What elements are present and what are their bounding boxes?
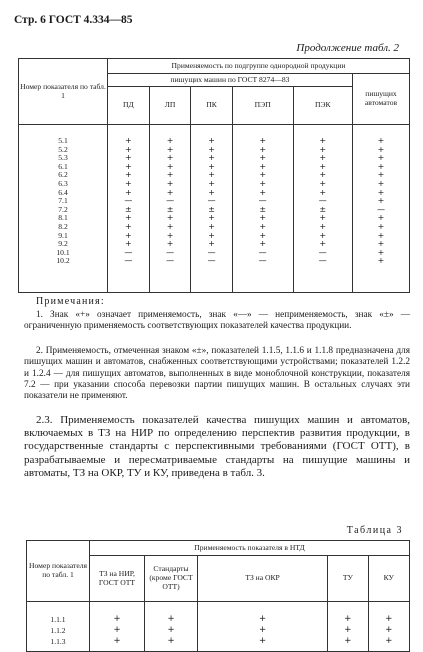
table-2 <box>18 58 410 293</box>
t2-marks-pep <box>232 125 293 293</box>
t2-marks-lp <box>149 125 191 293</box>
applicability-mark: — <box>377 204 385 214</box>
applicability-mark: + <box>208 187 215 197</box>
row-label: 6.3 <box>58 178 68 188</box>
applicability-mark: — <box>166 247 175 257</box>
applicability-mark: + <box>167 636 175 646</box>
row-label: 6.4 <box>58 187 68 197</box>
applicability-mark: + <box>125 213 132 223</box>
applicability-mark: + <box>319 170 327 180</box>
applicability-mark: + <box>258 614 267 624</box>
t2-col-pk: ПК <box>191 87 232 125</box>
applicability-mark: + <box>113 636 121 646</box>
note-2: 2. Применяемость, отмеченная знаком «±», показателей 1.1.5, 1.1.6 и 1.1.8 предназначена для пишущих машин и автоматов, снабженных соответствующими устройствами; показателей 1.2.2 и 1.2.4 — для пишущих автоматов, выполненных в виде моноблочной конструкции, показателя 7.2 — при указании способа перевозки партии пишущих машин. В остальных случаях эти показатели не применяют. <box>24 346 410 402</box>
applicability-mark: + <box>377 161 385 171</box>
applicability-mark: + <box>259 144 267 154</box>
notes-title: Примечания: <box>36 296 105 307</box>
applicability-mark: — <box>124 256 133 266</box>
t2-marks-pd <box>108 125 150 293</box>
row-label: 5.3 <box>58 153 68 163</box>
applicability-mark: + <box>166 213 174 223</box>
paragraph-2-3: 2.3. Применяемость показателей качества пишущих машин и автоматов, включаемых в ТЗ на НИР по определению перспектив развития продукции, в государственные стандарты с перспективными требованиями (ГОСТ ОТТ), в разрабатываемые и пересматриваемые стандарты на пишущие машины и автоматы, ТЗ на ОКР, ТУ и КУ, приведена в табл. 3. <box>24 414 410 479</box>
row-label: 1.1.1 <box>50 615 66 624</box>
row-label: 6.1 <box>58 161 68 171</box>
applicability-mark: + <box>344 625 352 635</box>
applicability-mark: + <box>377 170 385 180</box>
applicability-mark: + <box>166 136 174 145</box>
row-label: 10.1 <box>56 247 70 257</box>
applicability-mark: + <box>259 153 267 163</box>
applicability-mark: + <box>377 230 385 240</box>
applicability-mark: + <box>319 221 327 231</box>
applicability-mark: + <box>208 178 215 188</box>
t2-row-labels <box>19 125 108 293</box>
applicability-mark: + <box>385 625 393 635</box>
applicability-mark: + <box>113 625 121 635</box>
applicability-mark: + <box>167 625 175 635</box>
applicability-mark: + <box>319 136 327 145</box>
applicability-mark: + <box>259 221 267 231</box>
applicability-mark: — <box>124 247 133 257</box>
applicability-mark: + <box>344 614 352 624</box>
applicability-mark: + <box>259 213 267 223</box>
applicability-mark: + <box>377 239 385 249</box>
applicability-mark: ± <box>319 204 327 214</box>
applicability-mark: + <box>258 625 267 635</box>
applicability-mark: — <box>124 196 133 206</box>
applicability-mark: + <box>208 221 215 231</box>
applicability-mark: ± <box>259 204 267 214</box>
applicability-mark: + <box>125 170 132 180</box>
applicability-mark: + <box>166 161 174 171</box>
applicability-mark: + <box>319 153 327 163</box>
table-continuation-label: Продолжение табл. 2 <box>296 42 399 54</box>
row-label: 1.1.3 <box>50 637 66 646</box>
applicability-mark: + <box>377 213 385 223</box>
applicability-mark: ± <box>166 204 174 214</box>
t3-row-labels <box>27 602 90 652</box>
applicability-mark: + <box>208 161 215 171</box>
t3-col-ku: КУ <box>368 556 409 602</box>
row-label: 9.2 <box>58 239 68 249</box>
t2-sub-header: пишущих машин по ГОСТ 8274—83 <box>108 74 353 87</box>
applicability-mark: + <box>259 178 267 188</box>
applicability-mark: + <box>208 170 215 180</box>
applicability-mark: + <box>377 196 385 206</box>
applicability-mark: — <box>318 196 327 206</box>
applicability-mark: + <box>377 136 385 145</box>
applicability-mark: + <box>125 153 132 163</box>
applicability-mark: + <box>166 178 174 188</box>
applicability-mark: + <box>377 256 385 266</box>
applicability-mark: + <box>125 187 132 197</box>
applicability-mark: — <box>207 247 216 257</box>
t3-marks-ku <box>368 602 409 652</box>
table-3-caption: Таблица 3 <box>346 525 403 536</box>
applicability-mark: + <box>166 230 174 240</box>
applicability-mark: + <box>259 161 267 171</box>
row-label: 8.1 <box>58 213 68 223</box>
applicability-mark: + <box>377 187 385 197</box>
applicability-mark: + <box>208 136 215 145</box>
applicability-mark: + <box>166 170 174 180</box>
applicability-mark: — <box>207 256 216 266</box>
t3-col-tz-nir: ТЗ на НИР, ГОСТ ОТТ <box>90 556 145 602</box>
applicability-mark: + <box>166 187 174 197</box>
applicability-mark: + <box>377 178 385 188</box>
row-label: 10.2 <box>56 256 70 266</box>
applicability-mark: — <box>166 196 175 206</box>
applicability-mark: + <box>319 213 327 223</box>
applicability-mark: + <box>377 144 385 154</box>
applicability-mark: + <box>208 153 215 163</box>
t3-marks-tu <box>328 602 368 652</box>
applicability-mark: + <box>125 136 132 145</box>
t2-col-pek: ПЭК <box>293 87 352 125</box>
applicability-mark: + <box>166 221 174 231</box>
applicability-mark: + <box>319 178 327 188</box>
t2-col-indicator: Номер показателя по табл. 1 <box>19 59 108 125</box>
t2-col-pep: ПЭП <box>232 87 293 125</box>
t2-marks-pek <box>293 125 352 293</box>
applicability-mark: + <box>166 239 174 249</box>
t2-col-lp: ЛП <box>149 87 191 125</box>
applicability-mark: ± <box>208 204 215 214</box>
applicability-mark: + <box>167 614 175 624</box>
t3-col-standards: Стандарты (кроме ГОСТ ОТТ) <box>145 556 198 602</box>
applicability-mark: — <box>166 256 175 266</box>
t3-group-header: Применяемость показателя в НТД <box>90 541 410 556</box>
applicability-mark: — <box>258 247 267 257</box>
applicability-mark: + <box>319 144 327 154</box>
applicability-mark: ± <box>125 204 132 214</box>
applicability-mark: + <box>125 239 132 249</box>
row-label: 5.2 <box>58 144 68 154</box>
applicability-mark: — <box>258 196 267 206</box>
row-label: 1.1.2 <box>50 626 66 635</box>
t2-marks-pk <box>191 125 232 293</box>
applicability-mark: — <box>207 196 216 206</box>
applicability-mark: + <box>385 636 393 646</box>
applicability-mark: + <box>259 239 267 249</box>
applicability-mark: — <box>318 247 327 257</box>
applicability-mark: + <box>344 636 352 646</box>
applicability-mark: + <box>125 161 132 171</box>
t3-marks-tz-nir <box>90 602 145 652</box>
t2-marks-automat <box>353 125 410 293</box>
table-3 <box>26 540 410 652</box>
applicability-mark: + <box>259 170 267 180</box>
applicability-mark: + <box>259 230 267 240</box>
page-header: Стр. 6 ГОСТ 4.334—85 <box>14 14 133 26</box>
applicability-mark: + <box>125 178 132 188</box>
applicability-mark: + <box>166 153 174 163</box>
applicability-mark: + <box>259 187 267 197</box>
applicability-mark: + <box>319 187 327 197</box>
applicability-mark: + <box>319 239 327 249</box>
applicability-mark: + <box>125 221 132 231</box>
applicability-mark: — <box>318 256 327 266</box>
applicability-mark: + <box>258 636 267 646</box>
applicability-mark: + <box>377 247 385 257</box>
applicability-mark: + <box>208 230 215 240</box>
applicability-mark: + <box>208 213 215 223</box>
applicability-mark: + <box>125 144 132 154</box>
applicability-mark: — <box>258 256 267 266</box>
t3-marks-tz-okr <box>198 602 328 652</box>
applicability-mark: + <box>319 230 327 240</box>
applicability-mark: + <box>377 221 385 231</box>
t2-col-pd: ПД <box>108 87 150 125</box>
row-label: 8.2 <box>58 221 68 231</box>
t3-col-indicator: Номер показателя по табл. 1 <box>27 541 90 602</box>
applicability-mark: + <box>208 239 215 249</box>
applicability-mark: + <box>319 161 327 171</box>
t3-col-tz-okr: ТЗ на ОКР <box>198 556 328 602</box>
t3-marks-standards <box>145 602 198 652</box>
applicability-mark: + <box>385 614 393 624</box>
row-label: 7.2 <box>58 204 68 214</box>
t3-col-tu: ТУ <box>328 556 368 602</box>
applicability-mark: + <box>259 136 267 145</box>
applicability-mark: + <box>377 153 385 163</box>
applicability-mark: + <box>113 614 121 624</box>
row-label: 7.1 <box>58 196 68 206</box>
row-label: 9.1 <box>58 230 68 240</box>
row-label: 5.1 <box>58 136 68 145</box>
applicability-mark: + <box>125 230 132 240</box>
applicability-mark: + <box>166 144 174 154</box>
note-1: 1. Знак «+» означает применяемость, знак «—» — неприменяемость, знак «±» — ограниченную применяемость соответствующих показателей качества продукции. <box>24 310 410 332</box>
row-label: 6.2 <box>58 170 68 180</box>
t2-automat-header: пишущих автоматов <box>353 74 410 125</box>
applicability-mark: + <box>208 144 215 154</box>
t2-group-header: Применяемость по подгруппе однородной продукции <box>108 59 410 74</box>
